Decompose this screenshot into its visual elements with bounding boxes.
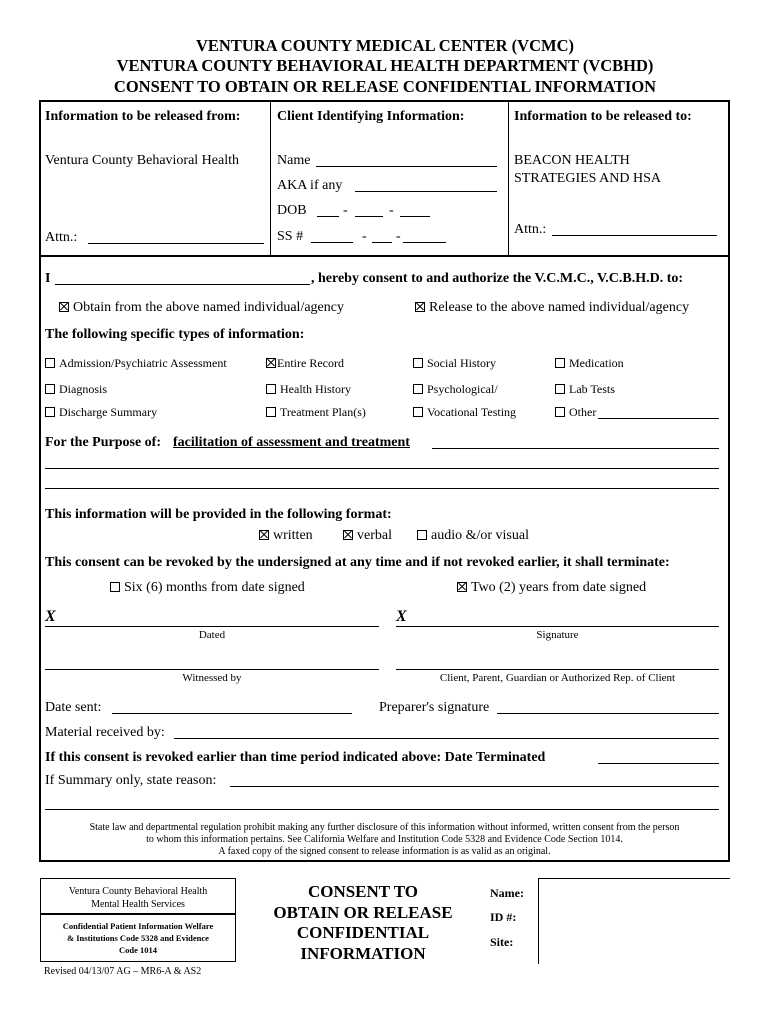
form-title-line2: OBTAIN OR RELEASE (273, 902, 453, 922)
info-type-label: Lab Tests (569, 382, 615, 396)
info-type-lab-tests[interactable] (555, 382, 615, 397)
col2-header: Client Identifying Information: (277, 109, 465, 124)
release-label: Release to the above named individual/agency (429, 300, 690, 315)
witness-caption: Witnessed by (182, 672, 242, 684)
consent-statement: , hereby consent to and authorize the V.C.M.C., V.C.B.H.D. to: (311, 271, 684, 286)
entire-record-checkbox[interactable] (266, 358, 276, 368)
header-line-2: VENTURA COUNTY BEHAVIORAL HEALTH DEPARTMENT (VCBHD) (116, 56, 654, 75)
legal-notice-line3: A faxed copy of the signed consent to release information is as valid as an original. (218, 846, 551, 857)
six-months-label: Six (6) months from date signed (124, 580, 305, 595)
info-type-label: Vocational Testing (427, 405, 517, 419)
date-sent-field[interactable] (112, 713, 352, 714)
x-mark-dated: X (45, 608, 56, 625)
summary-reason-field-2[interactable] (45, 809, 719, 810)
col1-attn-field[interactable] (88, 243, 264, 244)
material-received-field[interactable] (174, 738, 719, 739)
agency-line1: Ventura County Behavioral Health (68, 886, 208, 897)
agency-box (40, 878, 236, 962)
medication-checkbox[interactable] (555, 358, 565, 368)
ss-part2-field[interactable] (372, 242, 392, 243)
conf-line1: Confidential Patient Information Welfare (62, 921, 214, 931)
date-terminated-field[interactable] (598, 763, 719, 764)
info-type-vocational[interactable] (413, 405, 516, 420)
dated-caption: Dated (198, 629, 226, 641)
info-type-label: Psychological/ (427, 382, 498, 396)
discharge-checkbox[interactable] (45, 407, 55, 417)
format-heading: This information will be provided in the following format: (45, 507, 392, 522)
header-line-3: CONSENT TO OBTAIN OR RELEASE CONFIDENTIAL INFORMATION (113, 77, 657, 96)
conf-line3: Code 1014 (118, 945, 157, 955)
date-sent-label: Date sent: (45, 700, 102, 715)
six-months-checkbox[interactable] (110, 582, 120, 592)
format-verbal-label: verbal (357, 528, 392, 543)
col3-value-line2: STRATEGIES AND HSA (514, 171, 662, 186)
col1-attn-label: Attn.: (45, 230, 78, 245)
x-mark-signature: X (396, 608, 407, 625)
col1-header: Information to be released from: (45, 109, 241, 124)
two-years-checkbox[interactable] (457, 582, 467, 592)
revoke-two-years[interactable] (457, 580, 646, 596)
info-type-label: Medication (569, 356, 624, 370)
agency-name (41, 885, 235, 911)
revoke-six-months[interactable] (110, 580, 305, 596)
col3-value-line1: BEACON HEALTH (514, 153, 630, 168)
info-type-label: Discharge Summary (59, 405, 158, 419)
client-rep-field[interactable] (396, 669, 719, 670)
format-written[interactable] (259, 528, 313, 544)
obtain-label: Obtain from the above named individual/agency (73, 300, 344, 315)
legal-notice-line2: to whom this information pertains. See California Welfare and Institution Code 5328 and Evidence Code Section 1014. (146, 834, 623, 845)
written-checkbox[interactable] (259, 530, 269, 540)
format-audio-label: audio &/or visual (431, 528, 529, 543)
ss-part1-field[interactable] (311, 242, 353, 243)
client-rep-caption: Client, Parent, Guardian or Authorized Rep. of Client (439, 672, 676, 684)
info-type-psychological[interactable] (413, 382, 498, 397)
ss-label: SS # (277, 229, 304, 244)
info-type-label: Health History (280, 382, 351, 396)
form-title-block (258, 882, 468, 964)
agency-divider (41, 913, 235, 915)
purpose-value: facilitation of assessment and treatment (173, 435, 410, 450)
preparer-field[interactable] (497, 713, 719, 714)
info-type-health-history[interactable] (266, 382, 351, 397)
psychological-checkbox[interactable] (413, 384, 423, 394)
summary-reason-label: If Summary only, state reason: (45, 773, 217, 788)
col-divider-2 (508, 100, 509, 257)
legal-notice (39, 822, 730, 858)
conf-line2: & Institutions Code 5328 and Evidence (67, 933, 209, 943)
ss-sep-2: - (396, 229, 401, 244)
legal-notice-line1: State law and departmental regulation prohibit making any further disclosure of this information without informed, written consent from the person (89, 822, 680, 833)
diagnosis-checkbox[interactable] (45, 384, 55, 394)
format-verbal[interactable] (343, 528, 392, 544)
admission-checkbox[interactable] (45, 358, 55, 368)
form-title-line1: CONSENT TO (307, 882, 419, 901)
treatment-plan-checkbox[interactable] (266, 407, 276, 417)
social-history-checkbox[interactable] (413, 358, 423, 368)
info-type-label: Entire Record (277, 356, 344, 370)
signature-caption: Signature (536, 629, 579, 641)
col1-value: Ventura County Behavioral Health (45, 153, 240, 168)
material-received-label: Material received by: (45, 725, 165, 740)
aka-field[interactable] (355, 191, 497, 192)
col-divider-1 (270, 100, 271, 257)
info-type-diagnosis[interactable] (45, 382, 107, 397)
info-type-other[interactable] (555, 405, 596, 420)
dob-month-field[interactable] (317, 216, 339, 217)
footer-site-label: Site: (490, 935, 514, 949)
purpose-field-tail[interactable] (432, 448, 719, 449)
form-title-line4: INFORMATION (300, 943, 426, 963)
dob-year-field[interactable] (400, 216, 430, 217)
info-type-label: Diagnosis (59, 382, 107, 396)
patient-label-box (538, 878, 730, 964)
form-title-line3: CONFIDENTIAL (296, 923, 430, 942)
obtain-option[interactable] (59, 300, 344, 316)
format-audio[interactable] (417, 528, 529, 544)
verbal-checkbox[interactable] (343, 530, 353, 540)
ss-sep-1: - (362, 229, 367, 244)
preparer-label: Preparer's signature (379, 700, 490, 715)
agency-line2: Mental Health Services (91, 899, 185, 910)
consent-prefix: I (45, 271, 51, 286)
col3-attn-field[interactable] (552, 235, 717, 236)
ss-part3-field[interactable] (403, 242, 446, 243)
dob-day-field[interactable] (355, 216, 383, 217)
info-type-admission[interactable] (45, 356, 227, 371)
purpose-label: For the Purpose of: (45, 435, 161, 450)
purpose-field-line3[interactable] (45, 488, 719, 489)
dob-label: DOB (277, 203, 307, 218)
consenter-name-field[interactable] (55, 284, 310, 285)
info-type-label: Admission/Psychiatric Assessment (59, 356, 227, 370)
info-type-label: Other (569, 405, 597, 419)
signature-field[interactable] (396, 626, 719, 627)
info-type-discharge[interactable] (45, 405, 157, 420)
col3-attn-label: Attn.: (514, 222, 547, 237)
col3-header: Information to be released to: (514, 109, 692, 124)
two-years-label: Two (2) years from date signed (471, 580, 647, 595)
vocational-checkbox[interactable] (413, 407, 423, 417)
name-field[interactable] (316, 166, 497, 167)
confidential-notice (41, 920, 235, 956)
release-checkbox[interactable] (415, 302, 425, 312)
name-label: Name (277, 153, 311, 168)
format-written-label: written (273, 528, 313, 543)
info-type-medication[interactable] (555, 356, 624, 371)
header-line-1: VENTURA COUNTY MEDICAL CENTER (VCMC) (196, 36, 574, 55)
health-history-checkbox[interactable] (266, 384, 276, 394)
aka-label: AKA if any (277, 178, 343, 193)
dated-field[interactable] (45, 626, 379, 627)
info-type-label: Treatment Plan(s) (280, 405, 366, 419)
info-types-heading: The following specific types of information: (45, 327, 305, 342)
info-type-label: Social History (427, 356, 496, 370)
info-type-entire-record[interactable] (266, 356, 344, 371)
revised-note: Revised 04/13/07 AG – MR6-A & AS2 (44, 966, 202, 977)
witness-field[interactable] (45, 669, 379, 670)
lab-tests-checkbox[interactable] (555, 384, 565, 394)
info-type-treatment-plan[interactable] (266, 405, 366, 420)
release-option[interactable] (415, 300, 689, 316)
revoke-heading: This consent can be revoked by the undersigned at any time and if not revoked earlier, it shall terminate: (45, 555, 670, 570)
footer-name-label: Name: (490, 886, 524, 900)
dob-sep-1: - (343, 203, 348, 218)
audio-checkbox[interactable] (417, 530, 427, 540)
footer-id-label: ID #: (490, 910, 517, 924)
revoked-earlier-label: If this consent is revoked earlier than time period indicated above: Date Terminated (45, 750, 546, 765)
other-field[interactable] (598, 418, 719, 419)
other-checkbox[interactable] (555, 407, 565, 417)
summary-reason-field[interactable] (230, 786, 719, 787)
purpose-field-line2[interactable] (45, 468, 719, 469)
info-type-social-history[interactable] (413, 356, 496, 371)
obtain-checkbox[interactable] (59, 302, 69, 312)
dob-sep-2: - (389, 203, 394, 218)
